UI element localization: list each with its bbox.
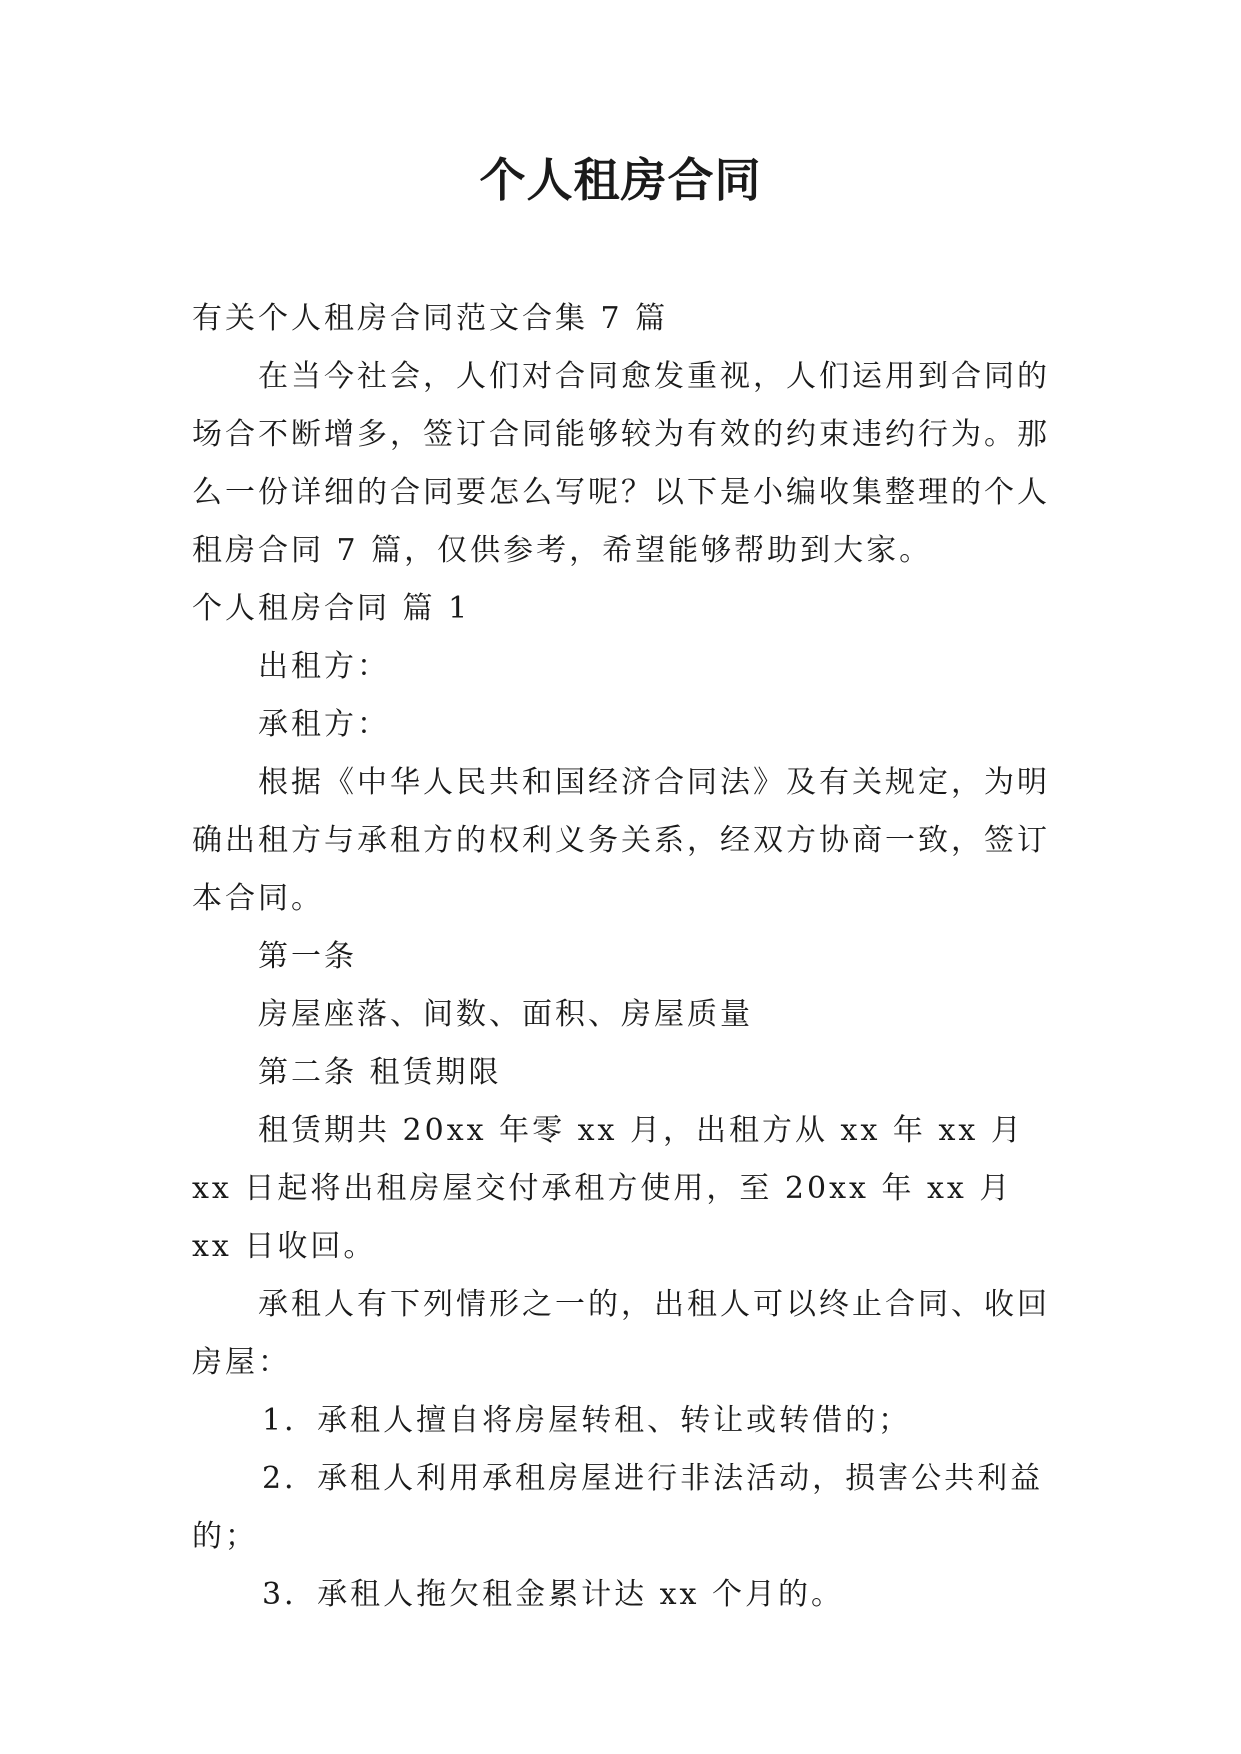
- preamble-paragraph: 根据《中华人民共和国经济合同法》及有关规定，为明确出租方与承租方的权利义务关系，经双方协商一致，签订本合同。: [192, 765, 1050, 916]
- termination-paragraph: 承租人有下列情形之一的，出租人可以终止合同、收回房屋：: [192, 1287, 1050, 1380]
- list-item: 2．承租人利用承租房屋进行非法活动，损害公共利益的；: [192, 1461, 1044, 1554]
- article-two-heading: 第二条 租赁期限: [258, 1055, 502, 1090]
- lease-term-paragraph: 租赁期共 20xx 年零 xx 月，出租方从 xx 年 xx 月 xx 日起将出租房屋交付承租方使用，至 20xx 年 xx 月 xx 日收回。: [192, 1113, 1024, 1264]
- section-heading: 个人租房合同 篇 1: [192, 591, 471, 626]
- subtitle-line: 有关个人租房合同范文合集 7 篇: [192, 301, 669, 336]
- intro-paragraph: 在当今社会，人们对合同愈发重视，人们运用到合同的场合不断增多，签订合同能够较为有效的约束违约行为。那么一份详细的合同要怎么写呢？以下是小编收集整理的个人租房合同 7 篇，仅供参考，希望能够帮助到大家。: [192, 359, 1050, 568]
- article-one-heading: 第一条: [258, 939, 357, 974]
- lessee-line: 承租方：: [258, 707, 390, 742]
- lessor-line: 出租方：: [258, 649, 390, 684]
- document-title: 个人租房合同: [479, 153, 762, 207]
- document-body: [192, 290, 1062, 1624]
- list-item: 3．承租人拖欠租金累计达 xx 个月的。: [262, 1577, 844, 1612]
- list-item: 1．承租人擅自将房屋转租、转让或转借的；: [262, 1403, 912, 1438]
- article-one-text: 房屋座落、间数、面积、房屋质量: [258, 997, 753, 1032]
